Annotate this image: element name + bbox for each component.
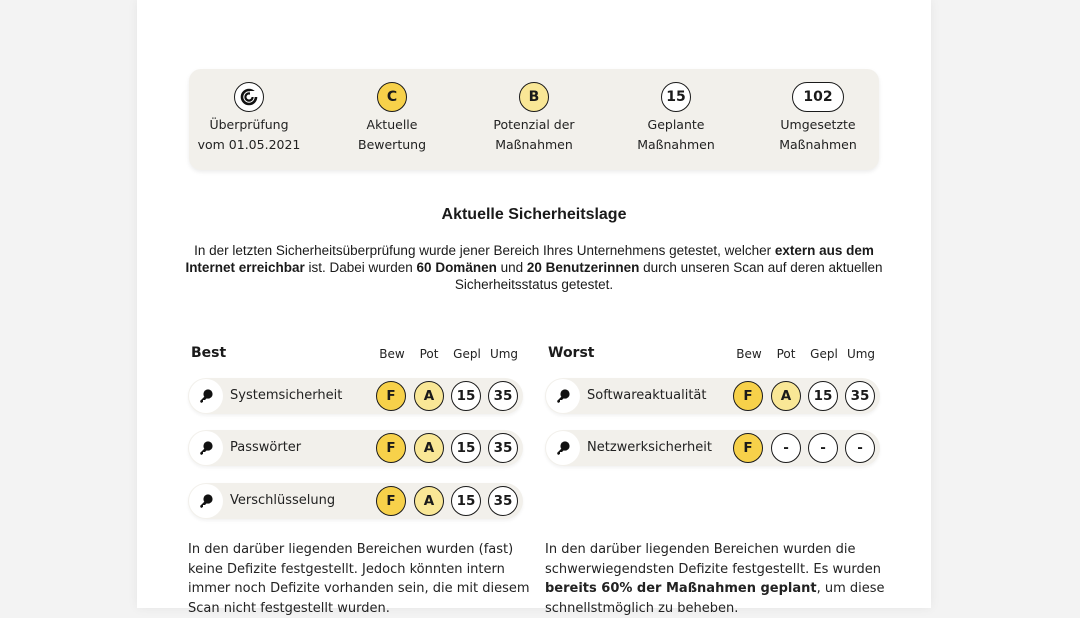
implemented-count-badge: 102 <box>792 82 844 112</box>
key-icon <box>546 379 580 413</box>
best-title: Best <box>191 345 227 361</box>
best-column <box>188 345 528 509</box>
key-icon <box>189 431 223 465</box>
header-bew: Bew <box>736 347 762 361</box>
report-page <box>137 0 931 616</box>
label: Umgesetzte <box>780 117 856 132</box>
rating-badge: C <box>377 82 407 112</box>
gepl-badge: 15 <box>451 486 481 516</box>
key-icon <box>189 379 223 413</box>
check-date: vom 01.05.2021 <box>197 137 301 152</box>
summary-implemented <box>747 82 889 155</box>
potential-badge: B <box>519 82 549 112</box>
summary-card <box>189 69 879 170</box>
key-icon <box>546 431 580 465</box>
summary-potential <box>463 82 605 155</box>
bew-badge: F <box>733 433 763 463</box>
summary-current-rating <box>321 82 463 155</box>
label: Geplante <box>647 117 705 132</box>
header-gepl: Gepl <box>810 347 838 361</box>
planned-count-badge: 15 <box>661 82 691 112</box>
worst-column <box>545 345 885 456</box>
header-umg: Umg <box>489 347 519 361</box>
label: Maßnahmen <box>495 137 573 152</box>
bew-badge: F <box>376 381 406 411</box>
header-pot: Pot <box>776 347 796 361</box>
worst-description: In den darüber liegenden Bereichen wurden die schwerwiegendsten Defizite festgestellt. Es wurden bereits 60% der Maßnahmen geplant, um diese schnellstmöglich zu beheben. <box>545 542 885 616</box>
header-umg: Umg <box>846 347 876 361</box>
bew-badge: F <box>733 381 763 411</box>
header-pot: Pot <box>419 347 439 361</box>
pot-badge: - <box>771 433 801 463</box>
category-label: Passwörter <box>230 440 302 455</box>
header-bew: Bew <box>379 347 405 361</box>
gepl-badge: 15 <box>451 381 481 411</box>
label: Maßnahmen <box>637 137 715 152</box>
category-row[interactable] <box>545 378 880 414</box>
worst-title: Worst <box>548 345 595 361</box>
umg-badge: 35 <box>488 433 518 463</box>
label: Potenzial der <box>493 117 575 132</box>
umg-badge: - <box>845 433 875 463</box>
category-label: Systemsicherheit <box>230 388 343 403</box>
category-label: Netzwerksicherheit <box>587 440 712 455</box>
category-row[interactable] <box>188 378 523 414</box>
label: Bewertung <box>358 137 426 152</box>
category-row[interactable] <box>188 430 523 466</box>
label: Aktuelle <box>366 117 418 132</box>
category-row[interactable] <box>188 483 523 519</box>
umg-badge: 35 <box>845 381 875 411</box>
intro-paragraph: In der letzten Sicherheitsüberprüfung wurde jener Bereich Ihres Unternehmens getestet, welcher extern aus dem Internet erreichbar ist. Dabei wurden 60 Domänen und 20 Benutzerinnen durch unseren Scan auf deren aktuellen Sicherheitsstatus getestet. <box>185 243 883 292</box>
umg-badge: 35 <box>488 381 518 411</box>
bew-badge: F <box>376 433 406 463</box>
label: Maßnahmen <box>779 137 857 152</box>
bew-badge: F <box>376 486 406 516</box>
pot-badge: A <box>414 433 444 463</box>
category-label: Verschlüsselung <box>230 493 336 508</box>
summary-planned <box>605 82 747 155</box>
header-gepl: Gepl <box>453 347 481 361</box>
pot-badge: A <box>414 486 444 516</box>
key-icon <box>189 484 223 518</box>
best-description: In den darüber liegenden Bereichen wurden (fast) keine Defizite festgestellt. Jedoch könnten intern immer noch Defizite vorhanden sein, die mit diesem Scan nicht festgestellt wurden. <box>188 542 530 616</box>
category-row[interactable] <box>545 430 880 466</box>
pot-badge: A <box>414 381 444 411</box>
summary-check-date <box>178 82 320 155</box>
section-title: Aktuelle Sicherheitslage <box>441 206 627 223</box>
label: Überprüfung <box>209 117 289 132</box>
pot-badge: A <box>771 381 801 411</box>
category-label: Softwareaktualität <box>587 388 707 403</box>
umg-badge: 35 <box>488 486 518 516</box>
gepl-badge: 15 <box>808 381 838 411</box>
scan-logo-icon <box>234 82 264 112</box>
gepl-badge: 15 <box>451 433 481 463</box>
gepl-badge: - <box>808 433 838 463</box>
